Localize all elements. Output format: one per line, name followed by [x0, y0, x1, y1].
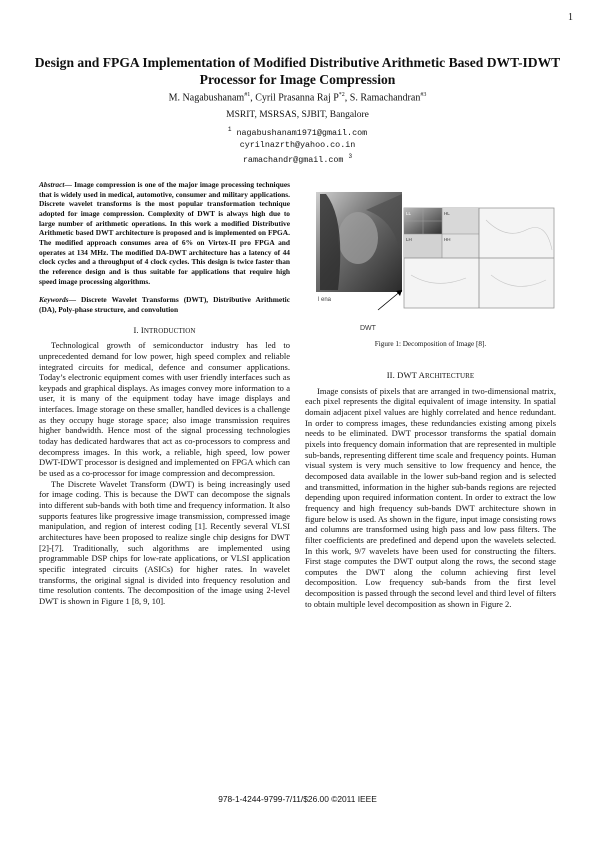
email-1[interactable]: nagabushanam1971@gmail.com	[236, 127, 368, 138]
section-2-initial: DWT A	[397, 370, 425, 380]
email-3[interactable]: ramachandr@gmail.com	[242, 154, 344, 165]
author-3-mark: #3	[420, 92, 427, 98]
copyright-footer: 978-1-4244-9799-7/11/$26.00 ©2011 IEEE	[218, 794, 377, 804]
subband-hl: HL	[444, 211, 450, 216]
section-1-initial: I	[140, 324, 144, 335]
left-column	[39, 180, 290, 607]
section-1-heading	[39, 325, 290, 337]
right-column	[305, 370, 556, 609]
decomposed-image	[404, 208, 554, 308]
email-3-mark: 3	[348, 152, 353, 160]
dwt-arrow	[378, 290, 402, 310]
original-image-label: l ena	[318, 297, 332, 303]
section-1-title-rest: NTRODUCTION	[143, 326, 196, 335]
original-image	[316, 192, 402, 292]
paper-title: Design and FPGA Implementation of Modified Distributive Arithmetic Based DWT-IDWT Processor for Image Compression	[34, 55, 561, 87]
email-block	[20, 124, 575, 166]
figure-1	[316, 180, 556, 352]
section-2-number: II.	[386, 370, 398, 380]
section-1-number: I.	[133, 324, 141, 335]
subband-lh: LH	[406, 237, 412, 242]
section-2-title-rest: RCHITECTURE	[424, 372, 475, 380]
figure-1-caption: Figure 1: Decomposition of Image [8].	[374, 340, 487, 348]
section-2-heading	[305, 370, 556, 382]
keywords-text: — Discrete Wavelet Transforms (DWT), Distributive Arithmetic (DA), Poly-phase structure, and convolution	[39, 295, 290, 314]
intro-paragraph-1: Technological growth of semiconductor industry has led to unprecedented demand for low power, high speed complex and reliable integrated circuits for medical, defence and consumer applications. Today’s electronic equipment comes with user friendly interfaces such as keypads and graphical displays. As images convey more information to a user, it is many of the equipment today have image displays and interfaces. Image storage on these smaller, handled devices is a challenge as they occupy huge storage space; also image transmission requires higher bandwidth. Hence most of the signal processing technologies today has dedicated hardwares that act as co-processors to compress and decompress images. In this work, a reliable, high speed, low power DWT-IDWT processor is designed and implemented on FPGA which can be used as a co-processor for image compression and decompression.	[39, 340, 290, 479]
subband-hh: HH	[444, 237, 451, 242]
email-1-mark: 1	[227, 126, 232, 133]
architecture-paragraph-1: Image consists of pixels that are arranged in two-dimensional matrix, each pixel represents the digital equivalent of image intensity. In spatial domain adjacent pixel values are highly correlated and hence redundant. In order to compress images, these redundancies existing among pixels needs to be eliminated. DWT processor transforms the spatial domain pixels into frequency domain information that are represented in multiple sub-bands, representing different time scale and frequency points. Human visual system is very much sensitive to low frequency and hence, the decomposed data available in the lower sub-band region and is selected and transmitted, information in the higher sub-bands regions are rejected depending upon required information content. In order to extract the low frequency and high frequency sub-bands DWT architecture shown in figure below is used. As shown in the figure, input image consisting rows and columns are transformed using high pass and low pass filters. The filter coefficients are predefined and depend upon the wavelets selected. In this work, 9/7 wavelets have been used for constructing the filters. First stage computes the DWT output along the rows, the second stage computes the DWT along the column achieving first level decomposition. Low frequency sub-bands from the first level decomposition is passed through the second level and third level of filters to obtain multiple level decomposition as shown in Figure 2.	[305, 385, 556, 609]
author-3: S. Ramachandran	[349, 92, 421, 104]
abstract	[39, 180, 290, 286]
author-1-mark: #1	[244, 92, 251, 98]
abstract-dash: —	[64, 180, 72, 189]
author-2: Cyril Prasanna Raj P	[255, 92, 339, 104]
author-separator: ,	[344, 92, 350, 104]
figure-1-graphic	[316, 180, 556, 352]
subband-ll: LL	[406, 211, 412, 216]
author-2-mark: *2	[338, 92, 345, 98]
abstract-label: Abstract	[39, 180, 65, 189]
author-separator: ,	[250, 92, 256, 104]
author-line	[20, 92, 575, 103]
author-1: M. Nagabushanam	[168, 92, 245, 104]
affiliation: MSRIT, MSRSAS, SJBIT, Bangalore	[226, 110, 369, 120]
keywords-label: Keywords	[39, 295, 69, 305]
abstract-text: Image compression is one of the major image processing techniques that is widely used in medical, automotive, consumer and military applications. Discrete wavelet transforms is the most popular transformation technique adopted for image compression. Complexity of DWT is always high due to large number of arithmetic operations. In this work a modified Distributive Arithmetic based DWT architecture is proposed and is implemented on FPGA. The modified approach consumes area of 6% on Virtex-II pro FPGA and operates at 134 MHz. The modified DA-DWT architecture has a latency of 44 clock cycles and a throughput of 4 clock cycles. This design is twice faster than the reference design and is thus suitable for applications that require high speed image processing algorithms.	[39, 180, 290, 286]
email-2[interactable]: cyrilnazrth@yahoo.co.in	[239, 139, 356, 150]
keywords	[39, 295, 290, 314]
page-number: 1	[568, 12, 573, 23]
intro-paragraph-2: The Discrete Wavelet Transform (DWT) is being increasingly used for image coding. This is because the DWT can decompose the signals into different sub-bands with both time and frequency information. It also supports features like progressive image transmission, compressed image manipulation, and region of interest coding [1]. Recently several VLSI architectures have been proposed to realize single chip designs for DWT [2]-[7]. Traditionally, such algorithms are implemented using programmable DSP chips for low-rate applications, or VLSI application specific integrated circuits (ASICs) for higher rates. In wavelet transforms, the original signal is divided into frequency resolution and time resolution contents. The decomposition of the image using 2-level DWT is shown in Figure 1 [8, 9, 10].	[39, 478, 290, 606]
dwt-label: DWT	[360, 325, 376, 332]
